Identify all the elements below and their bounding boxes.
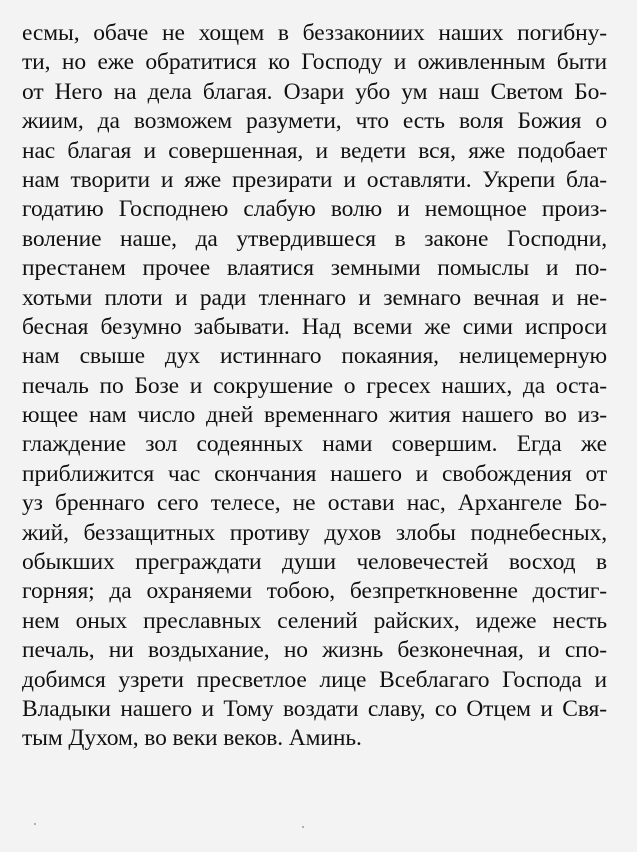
scan-speck [302,826,304,828]
text-line: годатию Господнею слабую волю и немощное произ- [22,196,607,223]
text-line: престанем прочее влаятися земными помыслы и по- [22,255,607,282]
text-line: жиим, да возможем разумети, что есть воля Божия о [22,108,607,135]
scan-speck [34,823,36,825]
text-line: нам творити и яже презирати и оставляти. Укрепи бла- [22,166,607,193]
text-line: печаль, ни воздыхание, но жизнь безконечная, и спо- [22,637,607,664]
text-line: обыкших преграждати души человечестей восход в [22,549,607,576]
text-line: жий, беззащитных противу духов злобы поднебесных, [22,519,607,546]
text-line: горняя; да охраняеми тобою, безпреткновенне достиг- [22,578,607,605]
text-line: бесная безумно забывати. Над всеми же сими испроси [22,313,607,340]
text-line-final: тым Духом, во веки веков. Аминь. [22,725,362,752]
prayer-text [22,19,607,754]
text-line: воление наше, да утвердившеся в законе Господни, [22,225,607,252]
text-line: хотьми плоти и ради тленнаго и земнаго вечная и не- [22,284,607,311]
text-line: от Него на дела благая. Озари убо ум наш Светом Бо- [22,78,607,105]
text-line: ти, но еже обратитися ко Господу и оживленным быти [22,49,607,76]
text-line: нем оных преславных селений райских, идеже несть [22,607,607,634]
text-line: добимся узрети пресветлое лице Всеблагаго Господа и [22,666,607,693]
text-line: нам свыше дух истиннаго покаяния, нелицемерную [22,343,607,370]
text-line: глаждение зол содеянных нами совершим. Егда же [22,431,607,458]
text-line: ющее нам число дней временнаго жития нашего во из- [22,402,607,429]
text-line: есмы, обаче не хощем в беззакониих наших погибну- [22,20,607,46]
text-line: уз бреннаго сего телесе, не остави нас, Архангеле Бо- [22,490,607,517]
text-line: печаль по Бозе и сокрушение о гресех наших, да оста- [22,372,607,399]
text-line: приближится час скончания нашего и свобождения от [22,460,607,487]
text-line: Владыки нашего и Тому воздати славу, со Отцем и Свя- [22,695,607,722]
text-line: нас благая и совершенная, и ведети вся, яже подобает [22,137,607,164]
